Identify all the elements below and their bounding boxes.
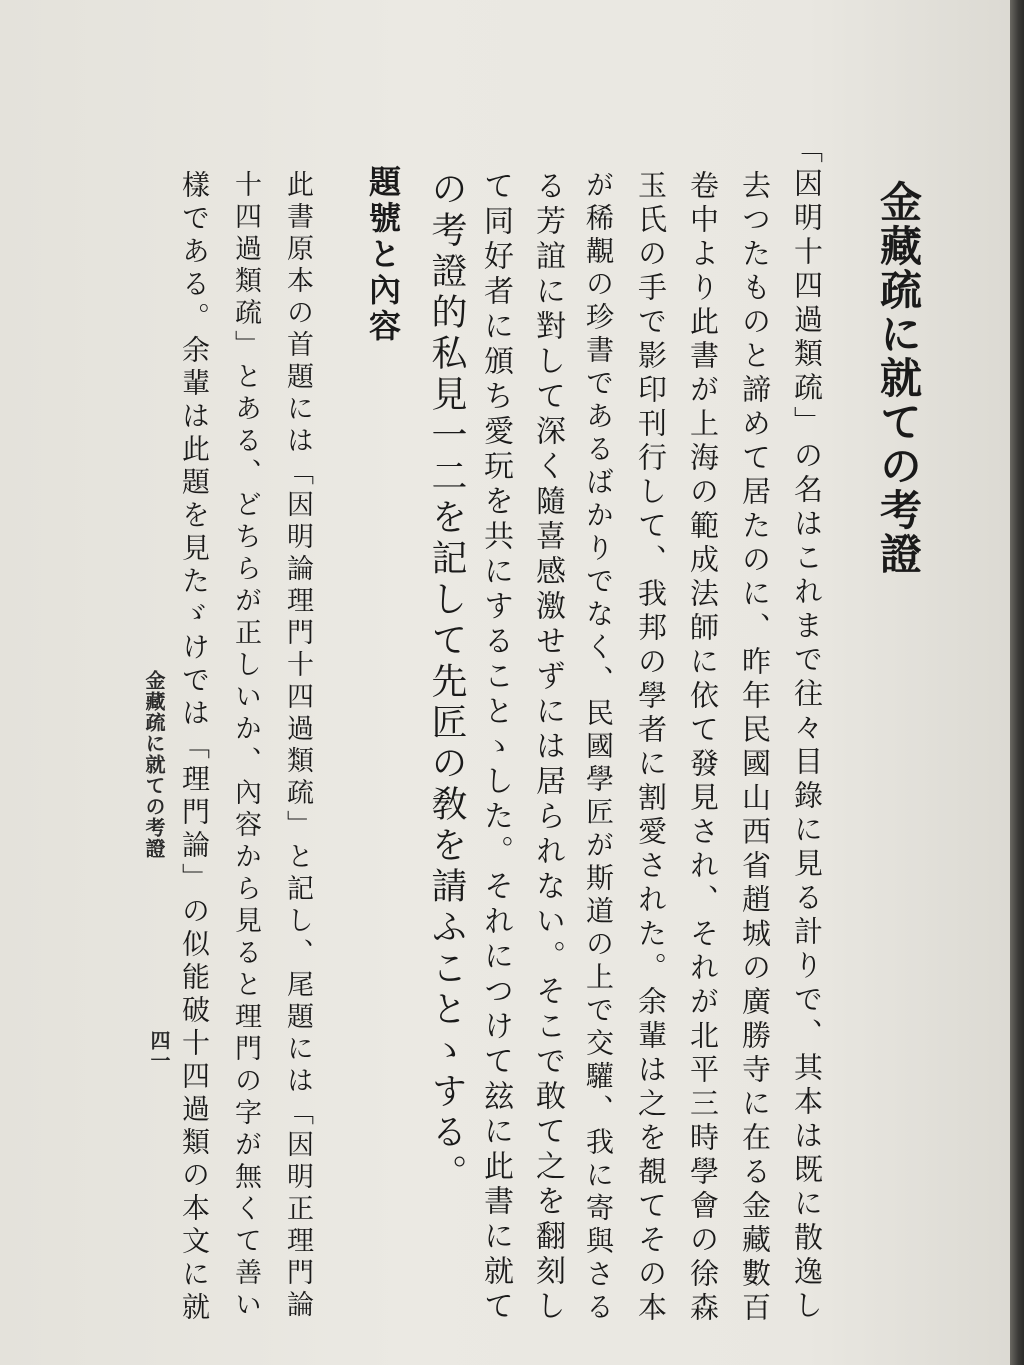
body-line-5: が稀覯の珍書であるばかりでなく、民國學匠が斯道の上で交驩、我に寄與さる — [582, 170, 615, 1325]
body-line-3: 卷中より此書が上海の範成法師に依て發見され、それが北平三時學會の徐森 — [686, 170, 720, 1326]
body-line-1: 「因明十四過類疏」の名はこれまで往々目錄に見る計りで、其本は既に散逸し — [790, 134, 824, 1324]
body-line-8: の考證的私見一二を記して先匠の敎を請ふことゝする。 — [426, 170, 467, 1195]
body-line-6: る芳誼に對して深く隨喜感激せずには居られない。そこで敢て之を翻刻し — [530, 170, 565, 1325]
body-line-4: 玉氏の手で影印刊行して、我邦の學者に割愛された。余輩は之を覩てその本 — [634, 170, 668, 1326]
page-edge-shadow — [1010, 0, 1024, 1365]
body-line-7: て同好者に頒ち愛玩を共にすることゝした。それにつけて玆に此書に就て — [478, 170, 513, 1325]
section-heading: 題號と內容 — [364, 165, 402, 345]
body-line-11: 樣である。余輩は此題を見たゞけでは「理門論」の似能破十四過類の本文に就 — [178, 170, 211, 1325]
chapter-title: 金藏疏に就ての考證 — [874, 180, 923, 576]
running-head: 金藏疏に就ての考證 — [142, 670, 166, 859]
body-line-10: 十四過類疏」とある、どちらが正しいか、內容から見ると理門の字が無くて善い — [230, 170, 261, 1322]
body-line-9: 此書原本の首題には「因明論理門十四過類疏」と記し、尾題には「因明正理門論 — [282, 170, 313, 1322]
page-number: 四一 — [147, 1030, 171, 1070]
body-line-2: 去つたものと諦めて居たのに、昨年民國山西省趙城の廣勝寺に在る金藏數百 — [738, 170, 772, 1326]
